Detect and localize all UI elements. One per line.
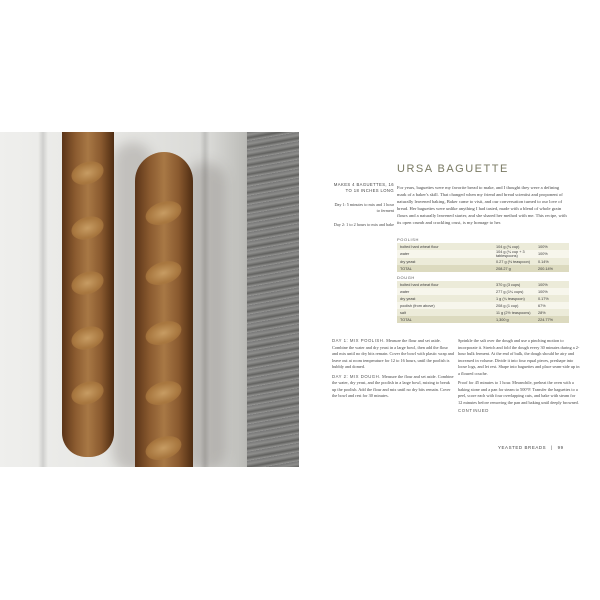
table-total-row: TOTAL 208.27 g 200.14%: [397, 265, 569, 272]
schedule-day-2: Day 2: 1 to 2 hours to mix and bake: [333, 222, 394, 227]
table-row: poolish (from above) 208 g (1 cup) 67%: [397, 302, 569, 309]
ingredient-tables: [397, 234, 569, 323]
continued-label: CONTINUED: [458, 408, 489, 413]
dough-table: [397, 281, 569, 323]
cloth-fold: [38, 132, 48, 467]
table-row: bolted hard wheat flour 370 g (3 cups) 100%: [397, 281, 569, 288]
dough-label: DOUGH: [397, 275, 415, 280]
table-row: water 277 g (1¼ cups) 100%: [397, 288, 569, 295]
stone-board: [247, 132, 299, 467]
recipe-title: URSA BAGUETTE: [397, 163, 509, 175]
section-name: YEASTED BREADS: [498, 445, 547, 450]
step-heading: DAY 1: MIX POOLISH.: [332, 338, 386, 343]
table-row: dry yeast 1 g (¼ teaspoon) 0.17%: [397, 295, 569, 302]
method-column-left: [332, 338, 454, 400]
table-row: water 104 g (¼ cup + 3 tablespoons) 100%: [397, 250, 569, 258]
step-heading: DAY 2: MIX DOUGH.: [332, 373, 381, 379]
yield-text: MAKES 4 BAGUETTES, 16 TO 18 INCHES LONG: [333, 182, 394, 193]
table-row: bolted hard wheat flour 104 g (¾ cup) 100%: [397, 243, 569, 250]
recipe-sidebar: [332, 182, 394, 228]
step-text: Measure the flour and set aside. Combine the water and dry yeast in a large bowl, then add the flour and mix until no dry bits remain. Cover the bowl with plastic wrap and leave out at room temperature for 12 to 16 hours, until the poolish is bubbly and domed.: [332, 338, 454, 369]
table-total-row: TOTAL 1,300 g 224.77%: [397, 316, 569, 323]
poolish-table: [397, 243, 569, 272]
page-footer: YEASTED BREADS | 99: [498, 445, 564, 450]
poolish-label: POOLISH: [397, 237, 419, 242]
step-text: Measure the flour and set aside. Combine the water, dry yeast, and the poolish in a large bowl, mixing to break up the poolish. Add the flour and mix until no dry bits remain. Cover the bowl and rest for 30 minutes.: [332, 373, 454, 398]
schedule-day-1: Day 1: 5 minutes to mix and 1 hour to ferment: [334, 202, 394, 213]
method-column-right: [458, 338, 580, 415]
step-text: Proof for 45 minutes to 1 hour. Meanwhile, preheat the oven with a baking stone and a pan for steam to 500°F. Transfer the baguettes to a peel, score each with four overlapping cuts, and bake with steam for 12 minutes before removing the pan and baking until deeply browned.: [458, 380, 579, 405]
baguette-right: [135, 152, 193, 467]
table-row: salt 11 g (2½ teaspoons) 28%: [397, 309, 569, 316]
baguette-photo: [0, 132, 299, 467]
baguette-left: [62, 132, 114, 457]
page-number: 99: [557, 445, 564, 450]
step-text: Sprinkle the salt over the dough and use a pinching motion to incorporate it. Stretch and fold the dough every 30 minutes during a 2-hour bulk ferment. At the end of bulk, the dough should be airy and increased in volume. Divide it into four equal pieces, preshape into loose logs, and let rest. Shape into baguettes and place seam-side up in a floured couche.: [458, 338, 580, 376]
intro-paragraph: For years, baguettes were my favorite bread to make, and I thought they were a defining mark of a baker's skill. That changed when my friend and bread scientist and proponent of naturally leavened baking, Baker came to visit, and our conversation turned to our love of bread. Her baguettes were unlike anything I had tasted, made with a blend of whole grain flours and a naturally leavened starter, and she shared her method with me. This recipe, with its open crumb and crackling crust, is my homage to her.: [397, 185, 567, 225]
table-row: dry yeast 0.27 g (⅛ teaspoon) 0.14%: [397, 258, 569, 265]
